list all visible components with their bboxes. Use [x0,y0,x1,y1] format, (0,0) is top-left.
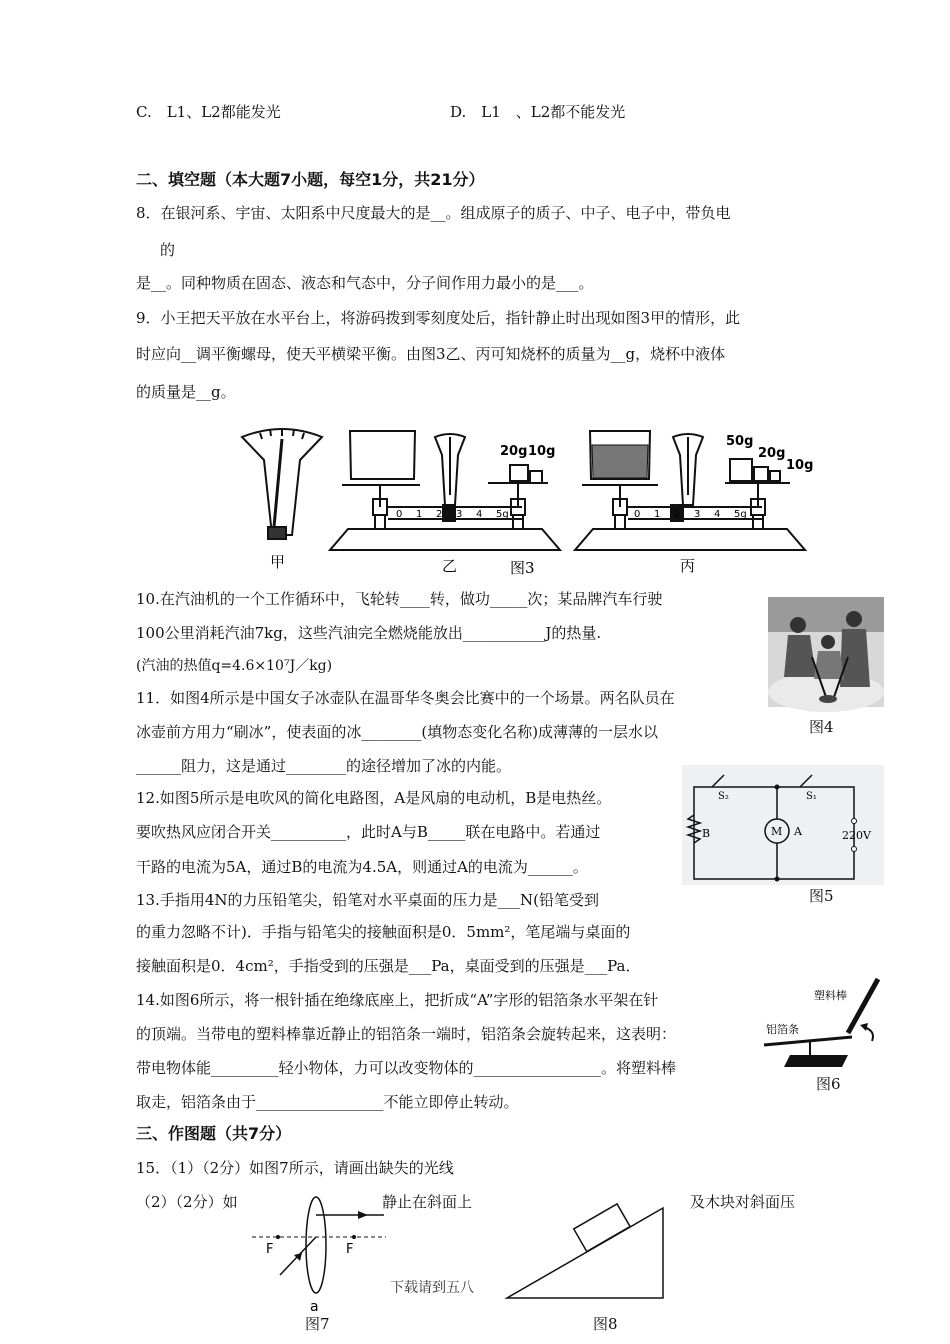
fig5-voltage: 220V [842,829,871,842]
fig6-caption: 图6 [816,1075,841,1093]
q9-line2: 时应向__调平衡螺母，使天平横梁平衡。由图3乙、丙可知烧杯的质量为__g，烧杯中液体 [136,345,726,363]
figure-4-photo [768,597,884,707]
q13-line2: 的重力忽略不计)．手指与铅笔尖的接触面积是0．5mm²，笔尾端与桌面的 [136,923,631,941]
figure-8-incline [505,1198,667,1302]
fig6-foil-label: 铝箔条 [766,1023,799,1036]
fig7-a-label: a [310,1299,319,1315]
option-d: D. L1 、L2都不能发光 [450,103,626,121]
q10-line2: 100公里消耗汽油7kg，这些汽油完全燃烧能放出___________J的热量. [136,624,602,642]
option-c: C. L1、L2都能发光 [136,103,281,121]
figure-5-circuit [682,765,884,885]
fig3-label-bing: 丙 [680,557,696,575]
fig6-rod-label: 塑料棒 [814,989,847,1002]
svg-text:4: 4 [476,509,483,520]
fig3-label-jia: 甲 [270,553,286,571]
q12-line3: 干路的电流为5A，通过B的电流为4.5A，则通过A的电流为______。 [136,858,588,876]
q10-line3: (汽油的热值q=4.6×10⁷J／kg) [136,658,333,674]
q8-line3: 是__。同种物质在固态、液态和气态中，分子间作用力最小的是___。 [136,274,594,292]
q9-line3: 的质量是__g。 [136,383,236,401]
watermark-text: 下载请到五八 [390,1280,474,1296]
fig7-f-right: F [346,1242,354,1257]
fig3-weight-yi-1: 20g [500,444,528,459]
q14-line2: 的顶端。当带电的塑料棒靠近静止的铝箔条一端时，铝箔条会旋转起来，这表明： [136,1025,677,1043]
q11-line1: 11．如图4所示是中国女子冰壶队在温哥华冬奥会比赛中的一个场景。两名队员在 [136,689,675,707]
fig4-caption: 图4 [809,718,834,736]
section-2-heading: 二、填空题（本大题7小题，每空1分，共21分） [136,170,485,189]
fig5-b: B [702,827,711,840]
q15-line2-left: （2）（2分）如 [136,1193,238,1211]
fig3-caption: 图3 [510,559,535,577]
fig5-s1: S₁ [806,791,817,802]
svg-text:3: 3 [694,509,701,520]
svg-text:2: 2 [674,509,681,520]
svg-text:1: 1 [654,509,661,520]
q15-line2-right: 及木块对斜面压 [690,1193,796,1211]
fig5-caption: 图5 [809,887,834,905]
fig7-f-left: F [266,1242,274,1257]
fig3-weight-yi-2: 10g [528,444,556,459]
fig5-a: A [794,825,802,838]
q9-line1: 9．小王把天平放在水平台上，将游码拨到零刻度处后，指针静止时出现如图3甲的情形，此 [136,309,741,327]
svg-text:5g: 5g [496,509,509,520]
fig3-pointer-dial [242,428,322,539]
q14-line4: 取走，铝箔条由于_________________不能立即停止转动。 [136,1093,519,1111]
fig3-weight-bing-1: 50g [726,434,754,449]
q12-line1: 12.如图5所示是电吹风的简化电路图，A是风扇的电动机，B是电热丝。 [136,789,612,807]
fig3-weight-bing-3: 10g [786,458,814,473]
q15-line1: 15．（1）（2分）如图7所示，请画出缺失的光线 [136,1159,454,1177]
q8-line2: 的 [160,241,176,259]
svg-text:4: 4 [714,509,721,520]
q13-line3: 接触面积是0．4cm²，手指受到的压强是___Pa，桌面受到的压强是___Pa． [136,957,641,975]
fig7-caption: 图7 [305,1315,330,1333]
q14-line3: 带电物体能_________轻小物体，力可以改变物体的_________________。将塑料棒 [136,1059,677,1077]
svg-text:1: 1 [416,509,423,520]
fig8-caption: 图8 [593,1315,618,1333]
figure-7-lens [250,1195,390,1313]
q8-line1: 8．在银河系、宇宙、太阳系中尺度最大的是__。组成原子的质子、中子、电子中，带负电 [136,204,731,222]
section-3-heading: 三、作图题（共7分） [136,1124,292,1143]
fig3-weight-bing-2: 20g [758,446,786,461]
fig3-label-yi: 乙 [442,557,458,575]
q10-line1: 10.在汽油机的一个工作循环中，飞轮转____转，做功_____次；某品牌汽车行驶 [136,590,663,608]
svg-text:3: 3 [456,509,463,520]
svg-text:5g: 5g [734,509,747,520]
fig5-s2: S₂ [718,791,729,802]
q14-line1: 14.如图6所示，将一根针插在绝缘底座上，把折成“A”字形的铝箔条水平架在针 [136,991,659,1009]
svg-text:2: 2 [436,509,443,520]
q12-line2: 要吹热风应闭合开关__________，此时A与B_____联在电路中。若通过 [136,823,601,841]
svg-text:0: 0 [634,509,641,520]
q11-line2: 冰壶前方用力“刷冰”，使表面的冰________(填物态变化名称)成薄薄的一层水以 [136,723,659,741]
q11-line3: ______阻力，这是通过________的途径增加了冰的内能。 [136,757,512,775]
svg-text:0: 0 [396,509,403,520]
q13-line1: 13.手指用4N的力压铅笔尖，铅笔对水平桌面的压力是___N(铅笔受到 [136,891,600,909]
q15-line2-mid: 静止在斜面上 [382,1193,473,1211]
fig5-motor: M [771,825,783,838]
figure-3 [230,415,830,580]
figure-6 [762,975,884,1075]
